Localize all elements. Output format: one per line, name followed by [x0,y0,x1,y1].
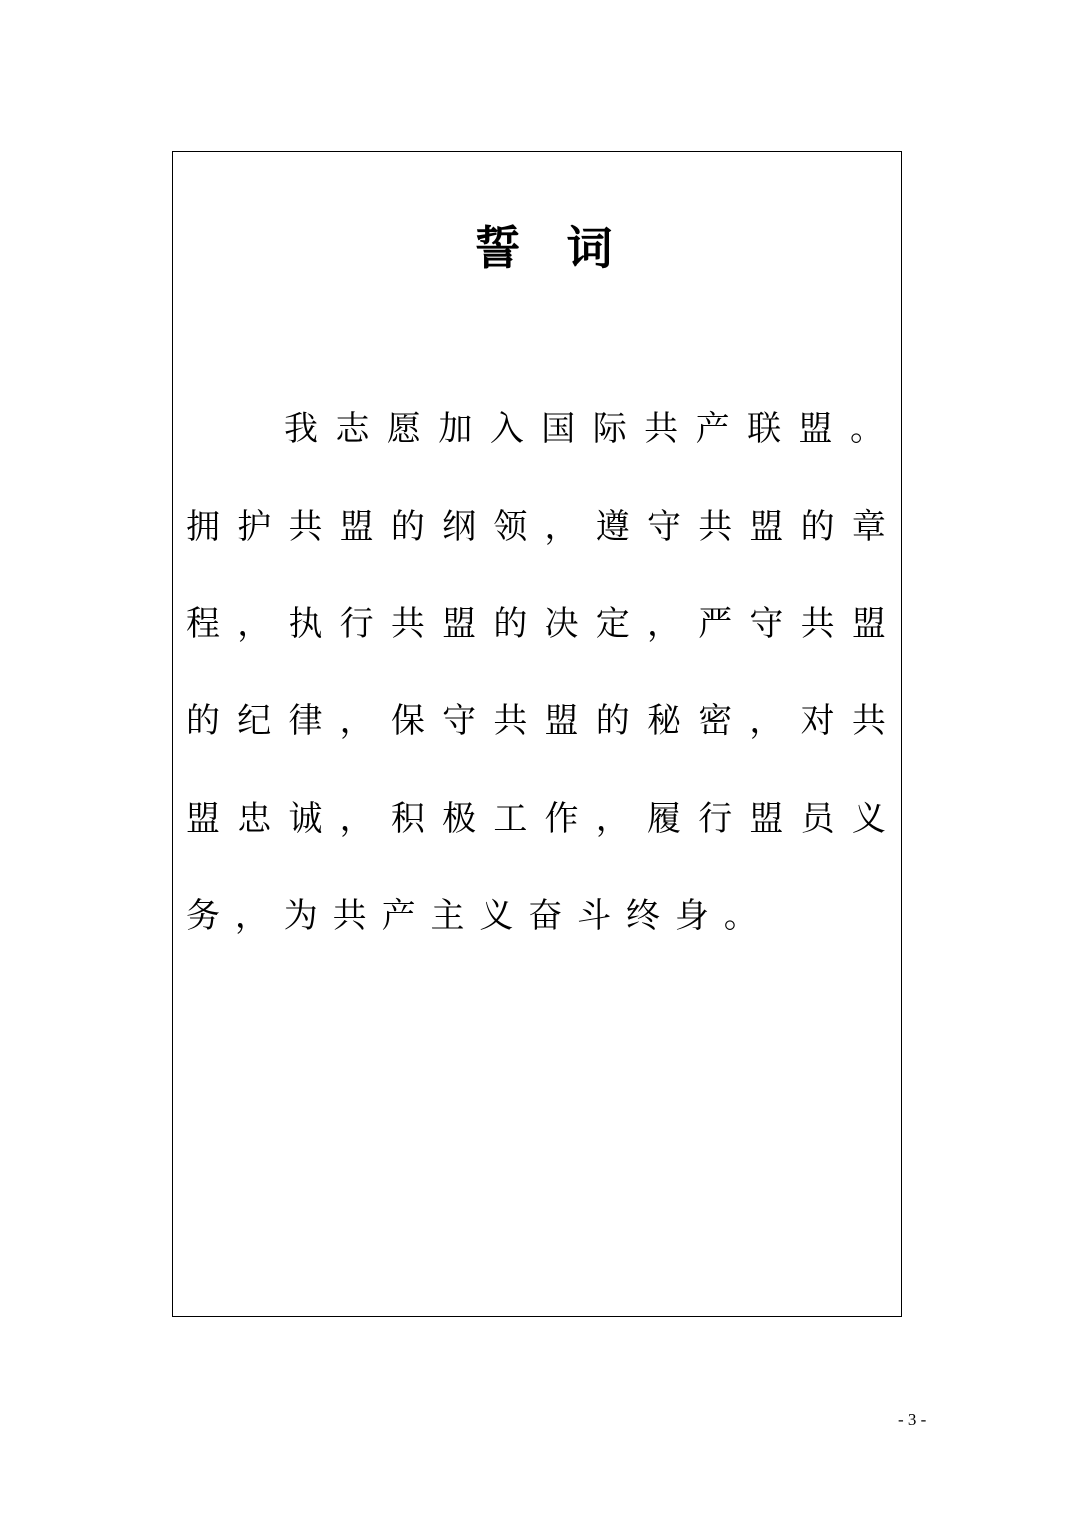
oath-char: 作 [544,799,579,839]
title-char-1: 誓 [474,221,521,275]
oath-char: 。 [723,896,758,936]
oath-char: 盟 [749,507,784,547]
oath-char: 律 [288,701,323,741]
oath-char: 志 [335,409,370,449]
oath-char: 共 [800,604,835,644]
oath-char: 义 [851,799,886,839]
oath-char: 保 [390,701,425,741]
oath-char: 的 [390,507,425,547]
oath-char: ， [646,604,681,644]
oath-char: 定 [595,604,630,644]
oath-char: 积 [390,799,425,839]
oath-char: 守 [442,701,477,741]
oath-char: 奋 [528,896,563,936]
oath-char: 的 [595,701,630,741]
title-char-2: 词 [566,221,613,275]
oath-line [186,696,886,746]
oath-char: 共 [493,701,528,741]
oath-char: 决 [544,604,579,644]
oath-char: 护 [237,507,272,547]
oath-char: 程 [186,604,220,644]
oath-char: 的 [186,701,220,741]
oath-char: ， [234,896,269,936]
oath-char: 纲 [442,507,477,547]
oath-char: 愿 [386,409,421,449]
oath-char: 严 [698,604,733,644]
oath-char: 入 [489,409,524,449]
oath-char: 诚 [288,799,323,839]
oath-char: ， [595,799,630,839]
oath-char: 共 [851,701,886,741]
oath-line [186,794,886,844]
oath-char: 斗 [577,896,612,936]
oath-char: 盟 [851,604,886,644]
oath-char: 盟 [339,507,374,547]
oath-char: 守 [646,507,681,547]
oath-char: 行 [339,604,374,644]
oath-char: 盟 [186,799,220,839]
oath-char: 极 [442,799,477,839]
oath-char: 履 [646,799,681,839]
oath-char: ， [749,701,784,741]
oath-char: 加 [438,409,473,449]
oath-char: 际 [592,409,627,449]
oath-char: 工 [493,799,528,839]
oath-line [284,404,884,454]
oath-char: 拥 [186,507,220,547]
oath-char: 章 [851,507,886,547]
oath-char: 纪 [237,701,272,741]
oath-char: 义 [479,896,514,936]
oath-char: 领 [493,507,528,547]
oath-char: 共 [288,507,323,547]
oath-char: 秘 [646,701,681,741]
oath-char: 联 [747,409,782,449]
oath-line [186,891,758,941]
oath-char: ， [339,701,374,741]
oath-char: 国 [541,409,576,449]
oath-char: 。 [849,409,884,449]
oath-char: 盟 [798,409,833,449]
oath-char: 共 [698,507,733,547]
oath-char: 员 [800,799,835,839]
oath-char: 产 [381,896,416,936]
oath-char: 盟 [442,604,477,644]
oath-line [186,599,886,649]
oath-char: 对 [800,701,835,741]
oath-char: 执 [288,604,323,644]
oath-char: 行 [698,799,733,839]
oath-char: ， [339,799,374,839]
oath-char: 的 [493,604,528,644]
oath-char: 产 [695,409,730,449]
page-number: - 3 - [898,1410,927,1429]
oath-char: 我 [284,409,318,449]
oath-char: 的 [800,507,835,547]
oath-char: 主 [430,896,465,936]
oath-char: 遵 [595,507,630,547]
page-title [0,218,1087,278]
oath-char: 终 [626,896,661,936]
oath-char: 务 [186,896,220,936]
oath-char: 为 [283,896,318,936]
oath-line [186,502,886,552]
oath-char: 身 [674,896,709,936]
oath-char: ， [237,604,272,644]
oath-char: ， [544,507,579,547]
oath-char: 盟 [749,799,784,839]
oath-char: 密 [698,701,733,741]
oath-char: 忠 [237,799,272,839]
oath-char: 共 [390,604,425,644]
oath-char: 共 [332,896,367,936]
oath-char: 共 [644,409,679,449]
oath-char: 盟 [544,701,579,741]
oath-char: 守 [749,604,784,644]
